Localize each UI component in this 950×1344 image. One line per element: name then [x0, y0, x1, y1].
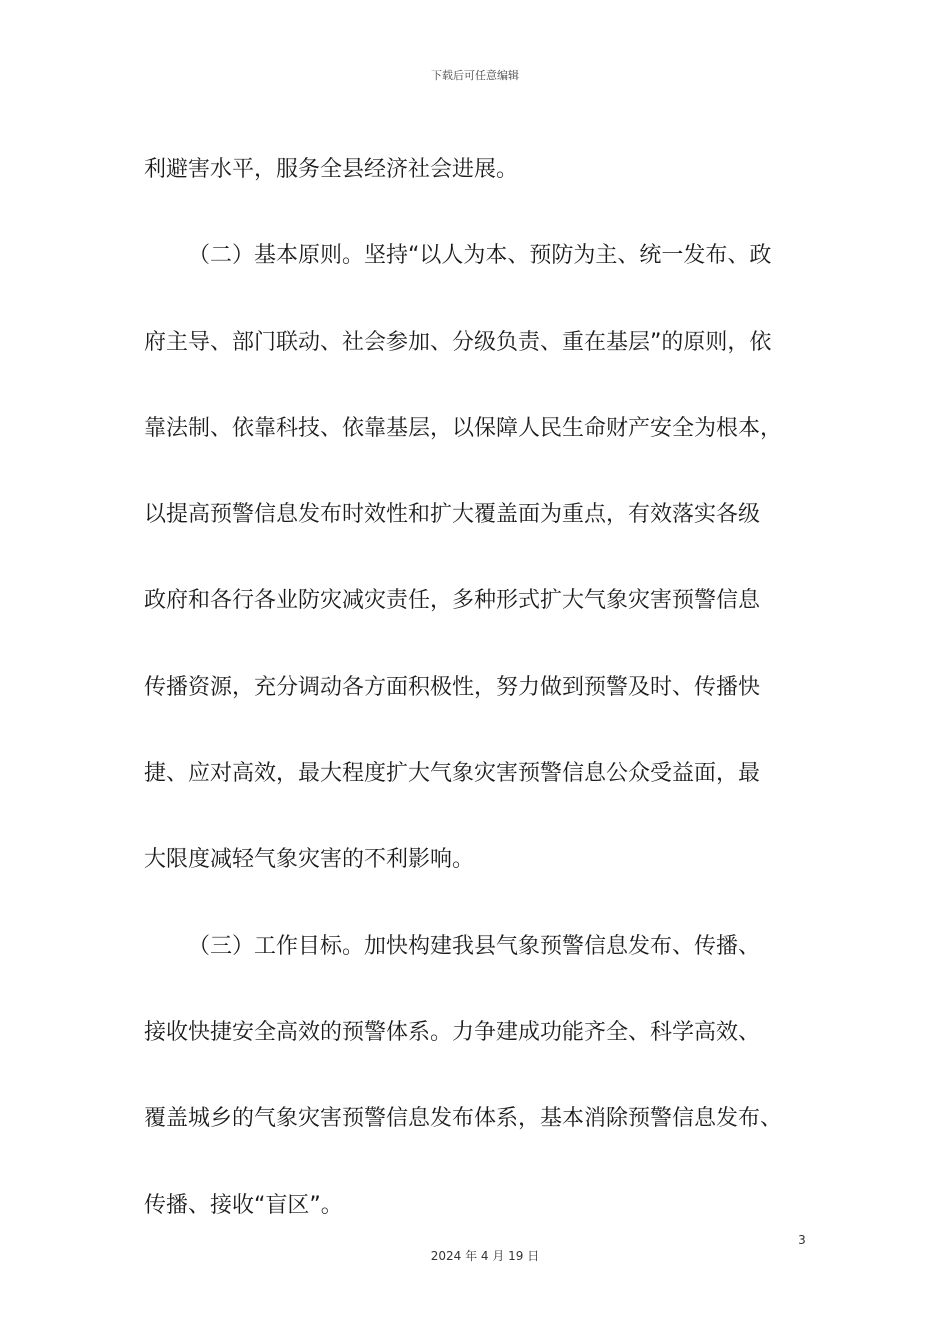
paragraph-line: 大限度减轻气象灾害的不利影响。: [144, 847, 475, 873]
paragraph-line: 府主导、部门联动、社会参加、分级负责、重在基层”的原则，依: [144, 329, 772, 355]
paragraph-line: 靠法制、依靠科技、依靠基层，以保障人民生命财产安全为根本，: [144, 415, 783, 441]
footer-date: 2024 年 4 月 19 日: [430, 1249, 540, 1263]
document-body: [144, 127, 834, 1249]
header-note: 下载后可任意编辑: [431, 69, 519, 82]
paragraph-line: （三）工作目标。加快构建我县气象预警信息发布、传播、: [188, 933, 761, 959]
paragraph-line: 传播、接收“盲区”。: [144, 1192, 343, 1218]
page-number: 3: [798, 1233, 806, 1247]
paragraph-line: 政府和各行各业防灾减灾责任，多种形式扩大气象灾害预警信息: [144, 588, 761, 614]
paragraph-line: 利避害水平，服务全县经济社会进展。: [144, 157, 519, 182]
paragraph-line: 传播资源，充分调动各方面积极性，努力做到预警及时、传播快: [144, 674, 761, 700]
paragraph-line: 接收快捷安全高效的预警体系。力争建成功能齐全、科学高效、: [144, 1019, 761, 1045]
paragraph-line: 以提高预警信息发布时效性和扩大覆盖面为重点，有效落实各级: [144, 502, 761, 528]
paragraph-line: （二）基本原则。坚持“以人为本、预防为主、统一发布、政: [188, 243, 772, 269]
paragraph-line: 覆盖城乡的气象灾害预警信息发布体系，基本消除预警信息发布、: [144, 1106, 783, 1132]
paragraph-line: 捷、应对高效，最大程度扩大气象灾害预警信息公众受益面，最: [144, 761, 761, 787]
